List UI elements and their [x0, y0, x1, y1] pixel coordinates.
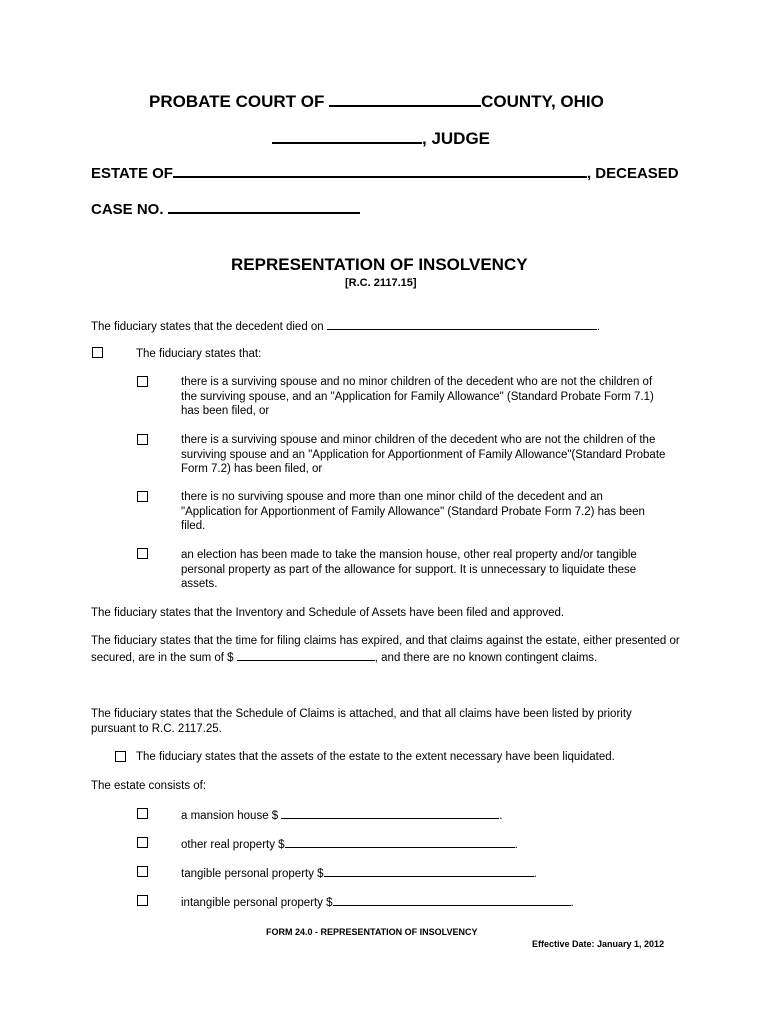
- died-on-line: [91, 318, 600, 335]
- states-that-checkbox[interactable]: [92, 347, 103, 358]
- option-1-checkbox[interactable]: [137, 376, 148, 387]
- footer-effective-date: Effective Date: January 1, 2012: [532, 939, 665, 949]
- option-2-text: there is a surviving spouse and minor children of the decedent who are not the children of the surviving spouse and an "Application for Apportionment of Family Allowance"(Standard Probate Form 7.2) has been filed, or: [181, 434, 666, 476]
- states-that-label: The fiduciary states that:: [136, 348, 262, 360]
- intangible-property-checkbox[interactable]: [137, 895, 148, 906]
- form-title: REPRESENTATION OF INSOLVENCY: [231, 255, 528, 274]
- died-on-prefix: The fiduciary states that the decedent died on: [91, 321, 324, 333]
- court-suffix: COUNTY, OHIO: [481, 92, 604, 111]
- tangible-property-checkbox[interactable]: [137, 866, 148, 877]
- claims-prefix: The fiduciary states that the time for filing claims has expired, and that claims against the estate, either presented or secured, are in the sum of $: [91, 635, 680, 664]
- judge-field[interactable]: [272, 128, 422, 144]
- footer-form-title: FORM 24.0 - REPRESENTATION OF INSOLVENCY: [266, 927, 478, 937]
- tangible-property-suffix: .: [533, 868, 537, 880]
- intangible-property-line: [181, 894, 574, 911]
- tangible-property-amount-field[interactable]: [324, 865, 534, 877]
- judge-suffix: , JUDGE: [422, 129, 491, 148]
- liquidated-statement: The fiduciary states that the assets of the estate to the extent necessary have been liquidated.: [136, 751, 615, 763]
- option-3-text: there is no surviving spouse and more than one minor child of the decedent and an "Application for Apportionment of Family Allowance" (Standard Probate Form 7.2) has been filed.: [181, 491, 645, 533]
- estate-suffix: , DECEASED: [586, 165, 679, 182]
- died-on-suffix: .: [596, 321, 601, 333]
- option-4-text: an election has been made to take the mansion house, other real property and/or tangible personal property as part of the allowance for support. It is unnecessary to liquidate these assets.: [181, 549, 637, 591]
- estate-heading: [91, 163, 679, 182]
- estate-name-field[interactable]: [173, 163, 587, 178]
- inventory-statement: The fiduciary states that the Inventory and Schedule of Assets have been filed and approved.: [91, 607, 565, 619]
- option-4-checkbox[interactable]: [137, 548, 148, 559]
- other-real-property-checkbox[interactable]: [137, 837, 148, 848]
- other-real-property-line: [181, 836, 518, 853]
- mansion-house-suffix: .: [499, 810, 503, 822]
- judge-heading: [272, 128, 490, 149]
- liquidated-checkbox[interactable]: [115, 751, 126, 762]
- claims-suffix: , and there are no known contingent claims.: [374, 651, 598, 664]
- tangible-property-line: [181, 865, 537, 882]
- mansion-house-amount-field[interactable]: [281, 807, 499, 819]
- option-2-checkbox[interactable]: [137, 434, 148, 445]
- statute-ref: [R.C. 2117.15]: [345, 277, 417, 289]
- court-heading: [149, 91, 604, 112]
- other-real-property-suffix: .: [514, 839, 518, 851]
- intangible-property-amount-field[interactable]: [333, 894, 571, 906]
- other-real-property-label: other real property $: [181, 839, 285, 851]
- mansion-house-checkbox[interactable]: [137, 808, 148, 819]
- claims-statement: [91, 634, 681, 665]
- estate-prefix: ESTATE OF: [91, 165, 173, 182]
- intangible-property-label: intangible personal property $: [181, 897, 333, 909]
- other-real-property-amount-field[interactable]: [285, 836, 515, 848]
- tangible-property-label: tangible personal property $: [181, 868, 324, 880]
- case-heading: [91, 199, 360, 218]
- estate-consists-label: The estate consists of:: [91, 780, 207, 792]
- date-of-death-field[interactable]: [327, 318, 597, 330]
- case-number-field[interactable]: [168, 199, 360, 214]
- county-field[interactable]: [329, 91, 481, 107]
- intangible-property-suffix: .: [570, 897, 574, 909]
- mansion-house-line: [181, 807, 503, 824]
- court-prefix: PROBATE COURT OF: [149, 92, 325, 111]
- option-3-checkbox[interactable]: [137, 491, 148, 502]
- claims-amount-field[interactable]: [237, 649, 375, 661]
- mansion-house-label: a mansion house $: [181, 810, 279, 822]
- option-1-text: there is a surviving spouse and no minor children of the decedent who are not the children of the surviving spouse, and an "Application for Family Allowance" (Standard Probate Form 7.1) has been filed, or: [181, 376, 654, 418]
- schedule-statement: The fiduciary states that the Schedule of Claims is attached, and that all claims have been listed by priority pursuant to R.C. 2117.25.: [91, 708, 632, 735]
- case-label: CASE NO.: [91, 201, 164, 218]
